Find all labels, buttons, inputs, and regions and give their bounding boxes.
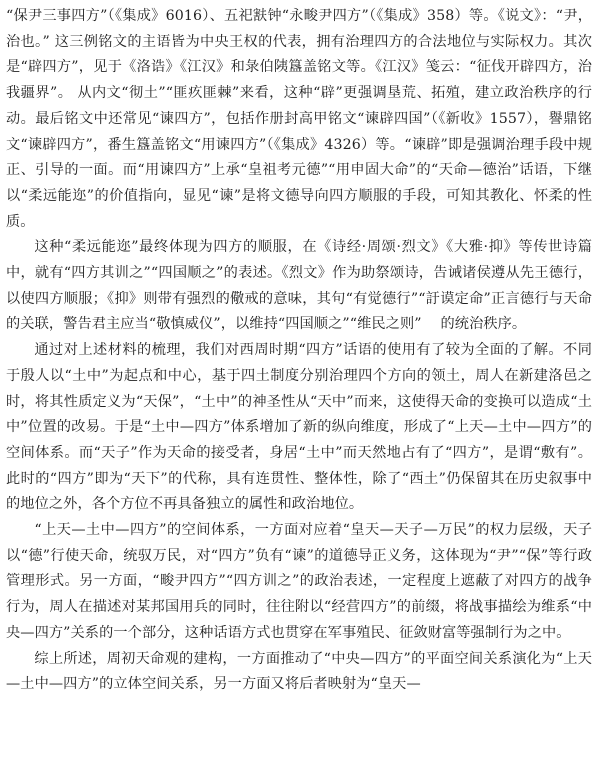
document-page bbox=[6, 4, 592, 698]
paragraph-rouyuan-nenger: 这种“柔远能迩”最终体现为四方的顺服，在《诗经·周颂·烈文》《大雅·抑》等传世诗篇中，就有“四方其训之”“四国顺之”的表述。《烈文》作为助祭颂诗，告诫诸侯遵从先王德行，以使四方顺服；《抑》则带有强烈的儆戒的意味，其句“有觉德行”“訏谟定命”正言德行与天命的关联，警告君主应当“敬慎威仪”，以维持“四国顺之”“维民之则” 的统治秩序。 bbox=[6, 239, 592, 333]
paragraph-continuation-inscriptions: “保尹三事四方”（《集成》6016）、五祀㝬钟“永畯尹四方”（《集成》358）等。《说文》：“尹，治也。” 这三例铭文的主语皆为中央王权的代表，拥有治理四方的合法地位与实际权力。其次是“辟四方”，见于《洛诰》《江汉》和彔伯䧅簋盖铭文等。《江汉》笺云：“征伐开辟四方，治我疆界”。 从内文“彻土”“匪疚匪棘”来看，这种“辟”更强调垦荒、拓殖，建立政治秩序的行动。最后铭文中还常见“谏四方”，包括作册封高甲铭文“谏辟四国”（《新收》1557），譽鼎铭文“谏辟四方”，番生簋盖铭文“用谏四方”（《集成》4326）等。“谏辟”即是强调治理手段中规正、引导的一面。而“用谏四方”上承“皇祖考元德”“用申固大命”的“天命—德治”话语，下继以“柔远能迩”的价值指向，显见“谏”是将文德导向四方顺服的手段，可知其教化、怀柔的性质。 bbox=[6, 8, 592, 230]
paragraph-sifang-discourse-summary: 通过对上述材料的梳理，我们对西周时期“四方”话语的使用有了较为全面的了解。不同于殷人以“土中”为起点和中心，基于四土制度分别治理四个方向的领土，周人在新建洛邑之时，将其性质定义为“天保”，“土中”的神圣性从“天中”而来，这使得天命的变换可以造成“土中”位置的改易。于是“土中—四方”体系增加了新的纵向维度，形成了“上天—土中—四方”的空间体系。而“天子”作为天命的接受者，身居“土中”而天然地占有了“四方”，是谓“敷有”。此时的“四方”即为“天下”的代称，具有连贯性、整体性，除了“西土”仍保留其在历史叙事中的地位之外，各个方位不再具备独立的属性和政治地位。 bbox=[6, 342, 592, 513]
paragraph-conclusion: 综上所述，周初天命观的建构，一方面推动了“中央—四方”的平面空间关系演化为“上天—土中—四方”的立体空间关系，另一方面又将后者映射为“皇天— bbox=[6, 650, 592, 693]
paragraph-spatial-system: “上天—土中—四方”的空间体系，一方面对应着“皇天—天子—万民”的权力层级，天子以“德”行使天命，统驭万民，对“四方”负有“谏”的道德导正义务，这体现为“尹”“保”等行政管理形式。另一方面，“畯尹四方”“四方训之”的政治表述，一定程度上遮蔽了对四方的战争行为，周人在描述对某邦国用兵的同时，往往附以“经营四方”的前缀，将战事描绘为维系“中央—四方”关系的一个部分，这种话语方式也贯穿在军事殖民、征敛财富等强制行为之中。 bbox=[6, 522, 592, 641]
